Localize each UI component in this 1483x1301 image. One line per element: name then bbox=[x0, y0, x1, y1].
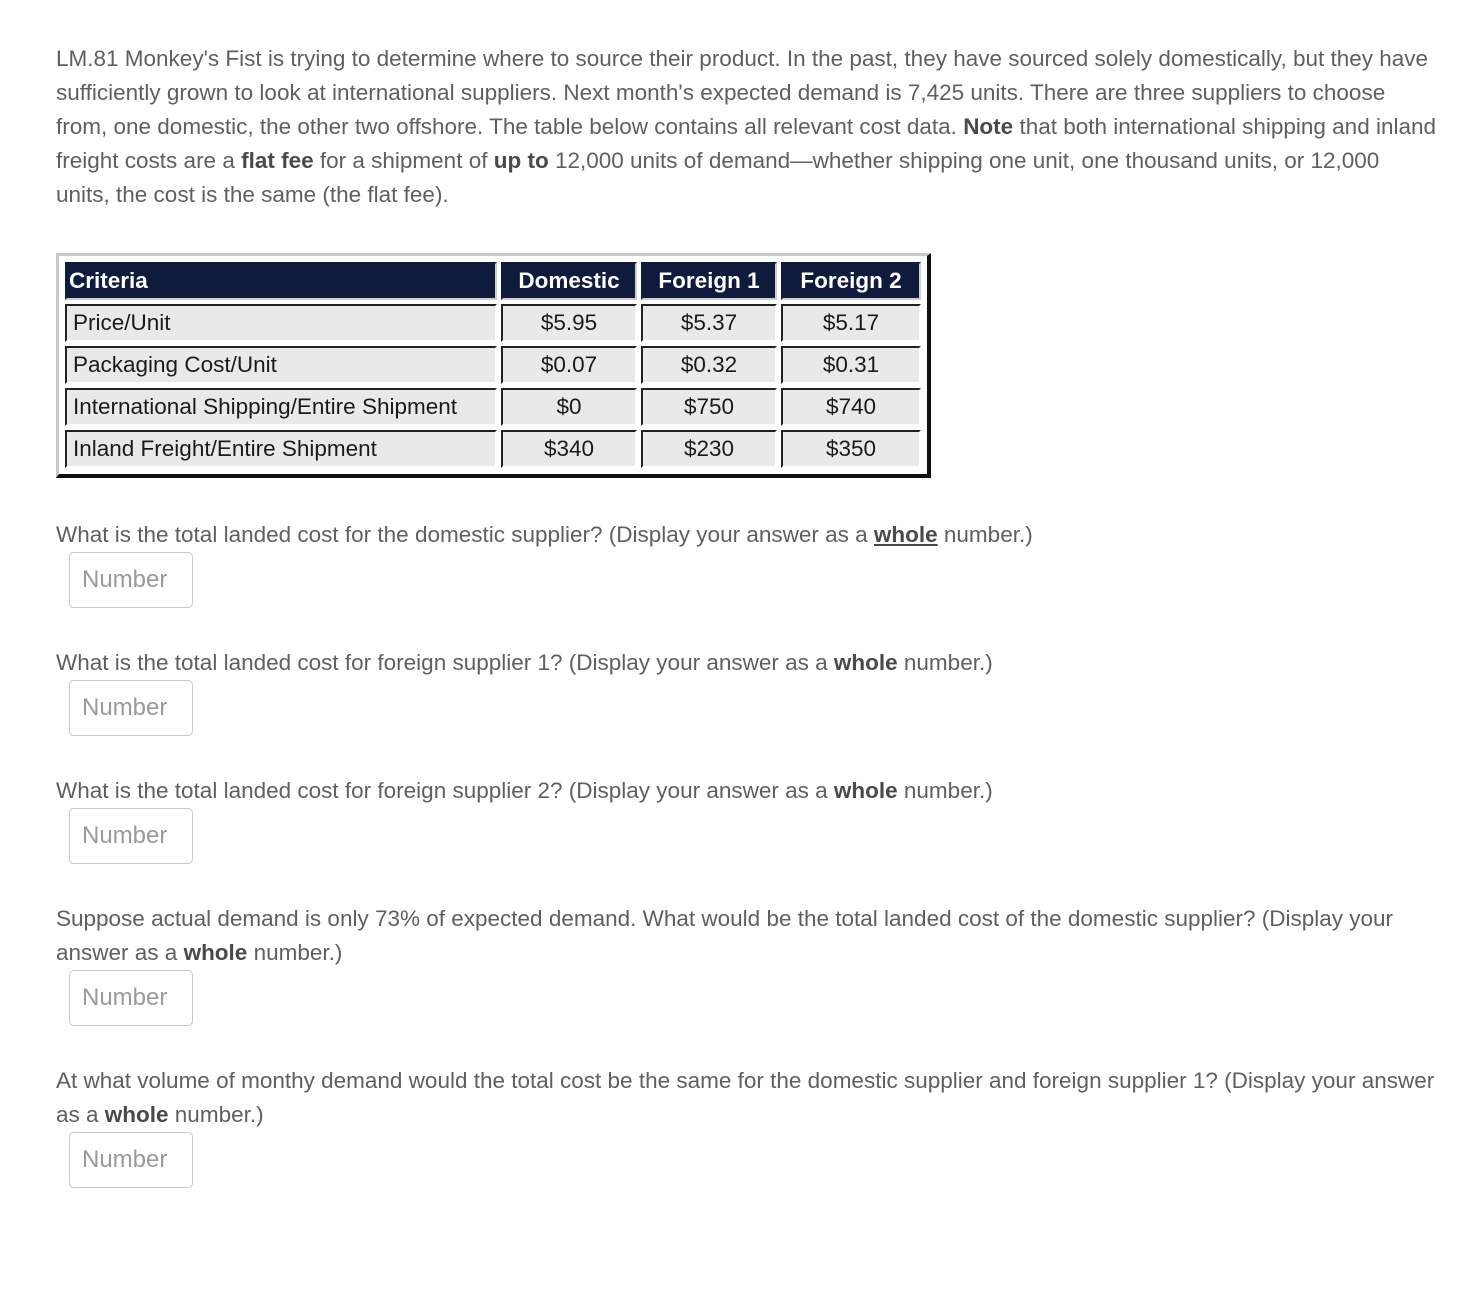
answer-5-input[interactable] bbox=[69, 1132, 193, 1188]
table-header-row bbox=[65, 262, 921, 300]
table-row bbox=[65, 346, 921, 384]
intro-text-3: for a shipment of bbox=[313, 148, 494, 173]
cell-foreign2-intl-shipping: $740 bbox=[781, 388, 921, 426]
question-2-text bbox=[56, 646, 1436, 680]
question-3-post: number.) bbox=[897, 778, 993, 803]
question-2-pre: What is the total landed cost for foreign supplier 1? (Display your answer as a bbox=[56, 650, 834, 675]
cell-domestic-packaging: $0.07 bbox=[501, 346, 637, 384]
cell-domestic-inland-freight: $340 bbox=[501, 430, 637, 468]
question-4-text bbox=[56, 902, 1436, 970]
question-1-post: number.) bbox=[937, 522, 1033, 547]
question-3-text bbox=[56, 774, 1436, 808]
question-4-bold: whole bbox=[183, 940, 248, 965]
question-1-pre: What is the total landed cost for the domestic supplier? (Display your answer as a bbox=[56, 522, 874, 547]
intro-bold-note: Note bbox=[963, 114, 1014, 139]
question-4-post: number.) bbox=[247, 940, 343, 965]
intro-text-4: 12,000 units of demand—whether shipping one unit, one thousand units, or 12,000 units, the cost is the same (the flat fee). bbox=[56, 148, 1380, 207]
question-5-text bbox=[56, 1064, 1436, 1132]
question-5-bold: whole bbox=[104, 1102, 169, 1127]
question-3-bold: whole bbox=[833, 778, 898, 803]
row-label-price: Price/Unit bbox=[65, 304, 497, 342]
cell-foreign1-price: $5.37 bbox=[641, 304, 777, 342]
intro-bold-up-to: up to bbox=[493, 148, 549, 173]
table-row bbox=[65, 430, 921, 468]
answer-3-input[interactable] bbox=[69, 808, 193, 864]
question-2-bold: whole bbox=[833, 650, 898, 675]
cell-foreign1-packaging: $0.32 bbox=[641, 346, 777, 384]
intro-text-1: LM.81 Monkey's Fist is trying to determine where to source their product. In the past, they have sourced solely domestically, but they have sufficiently grown to look at international suppliers. Next month's expected demand is 7,425 units. There are three suppliers to choose from, one domestic, the other two offshore. The table below contains all relevant cost data. bbox=[56, 46, 1429, 139]
intro-text-2: that both international shipping and inland freight costs are a bbox=[56, 114, 1437, 173]
cell-foreign2-price: $5.17 bbox=[781, 304, 921, 342]
question-5-pre: At what volume of monthy demand would the total cost be the same for the domestic supplier and foreign supplier 1? (Display your answer as a bbox=[56, 1068, 1435, 1127]
cell-foreign2-packaging: $0.31 bbox=[781, 346, 921, 384]
table-row bbox=[65, 304, 921, 342]
row-label-inland-freight: Inland Freight/Entire Shipment bbox=[65, 430, 497, 468]
cell-foreign1-intl-shipping: $750 bbox=[641, 388, 777, 426]
intro-bold-flat-fee: flat fee bbox=[241, 148, 314, 173]
cost-table bbox=[61, 258, 925, 472]
cell-foreign2-inland-freight: $350 bbox=[781, 430, 921, 468]
question-1-text bbox=[56, 518, 1436, 552]
question-2-post: number.) bbox=[897, 650, 993, 675]
header-foreign-1: Foreign 1 bbox=[641, 262, 777, 300]
cell-foreign1-inland-freight: $230 bbox=[641, 430, 777, 468]
cost-table-frame bbox=[56, 253, 931, 478]
question-1-bold: whole bbox=[873, 522, 938, 547]
answer-2-input[interactable] bbox=[69, 680, 193, 736]
problem-statement bbox=[56, 42, 1436, 212]
question-5-post: number.) bbox=[168, 1102, 264, 1127]
header-domestic: Domestic bbox=[501, 262, 637, 300]
answer-1-input[interactable] bbox=[69, 552, 193, 608]
row-label-packaging: Packaging Cost/Unit bbox=[65, 346, 497, 384]
question-4-pre: Suppose actual demand is only 73% of expected demand. What would be the total landed cost of the domestic supplier? (Display your answer as a bbox=[56, 906, 1394, 965]
table-row bbox=[65, 388, 921, 426]
answer-4-input[interactable] bbox=[69, 970, 193, 1026]
header-foreign-2: Foreign 2 bbox=[781, 262, 921, 300]
header-criteria: Criteria bbox=[65, 262, 497, 300]
cell-domestic-price: $5.95 bbox=[501, 304, 637, 342]
question-3-pre: What is the total landed cost for foreign supplier 2? (Display your answer as a bbox=[56, 778, 834, 803]
cell-domestic-intl-shipping: $0 bbox=[501, 388, 637, 426]
row-label-intl-shipping: International Shipping/Entire Shipment bbox=[65, 388, 497, 426]
